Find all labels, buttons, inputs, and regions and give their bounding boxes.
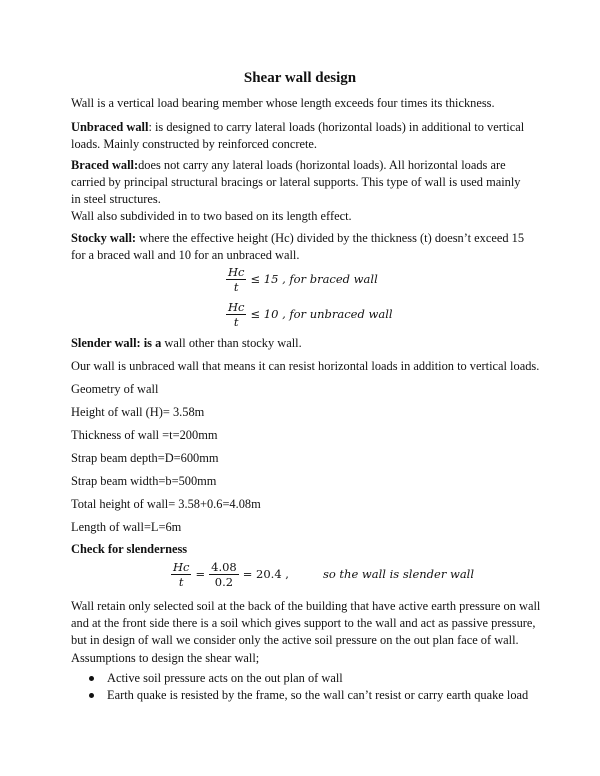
stocky-term: Stocky wall: (71, 231, 137, 245)
geometry-length: Length of wall=L=6m (71, 520, 182, 534)
slenderness-denominator-symbolic: t (178, 575, 184, 589)
equation-slenderness: $\frac{Hc}{t}$ = $\frac{4.08}{0.2}$ = 20.4 , so the wall is slender wall (173, 560, 475, 589)
equation-braced-numerator: Hc (228, 265, 245, 279)
assumptions-heading: Assumptions to design the shear wall; (71, 651, 260, 665)
geometry-thickness: Thickness of wall =t=200mm (71, 428, 218, 442)
unbraced-term: Unbraced wall (71, 120, 149, 134)
equation-unbraced-fraction (226, 300, 246, 329)
slenderness-fraction-symbolic (171, 560, 191, 589)
slenderness-fraction-numeric (209, 560, 239, 589)
slender-paragraph (71, 335, 531, 352)
geometry-height: Height of wall (H)= 3.58m (71, 405, 205, 419)
unbraced-paragraph (71, 119, 531, 153)
equation-braced (226, 265, 378, 294)
slender-text: wall other than stocky wall. (161, 336, 302, 350)
braced-text: does not carry any lateral loads (horizontal loads). All horizontal loads are carried by principal structural bracings or lateral supports. This type of wall is used mainly in steel structures. (71, 158, 521, 206)
equation-braced-rhs: ≤ 15 , for braced wall (250, 272, 378, 286)
equation-unbraced-rhs: ≤ 10 , for unbraced wall (250, 307, 393, 321)
slenderness-denominator-numeric: 0.2 (214, 575, 234, 589)
equation-braced-fraction (226, 265, 246, 294)
slenderness-conclusion: so the wall is slender wall (322, 567, 475, 581)
geometry-strap-width: Strap beam width=b=500mm (71, 474, 217, 488)
retain-paragraph: Wall retain only selected soil at the back of the building that have active earth pressure on wall and at the front side there is a soil which gives support to the wall and act as passive pressure, but in design of wall we consider only the active soil pressure on the out plan face of wall. (71, 599, 541, 647)
intro-paragraph: Wall is a vertical load bearing member whose length exceeds four times its thickness. (71, 96, 495, 110)
braced-paragraph (71, 157, 531, 208)
stocky-text: where the effective height (Hc) divided by the thickness (t) doesn’t exceed 15 for a braced wall and 10 for an unbraced wall. (71, 231, 525, 262)
assumptions-list (71, 670, 541, 704)
page-title: Shear wall design (243, 70, 357, 86)
equation-unbraced-denominator: t (233, 315, 239, 329)
equation-braced-denominator: t (233, 280, 239, 294)
slender-term: Slender wall: is a (71, 336, 162, 350)
braced-term: Braced wall: (71, 158, 139, 172)
geometry-strap-depth: Strap beam depth=D=600mm (71, 451, 219, 465)
list-item: Earth quake is resisted by the frame, so the wall can’t resist or carry earth quake load (71, 687, 541, 704)
geometry-total-height: Total height of wall= 3.58+0.6=4.08m (71, 497, 261, 511)
subdivided-paragraph: Wall also subdivided in to two based on its length effect. (71, 209, 352, 223)
slenderness-numerator-symbolic: Hc (173, 560, 190, 574)
slenderness-result: = 20.4 , (242, 567, 289, 581)
stocky-paragraph (71, 230, 531, 264)
geometry-heading: Geometry of wall (71, 382, 159, 396)
our-wall-paragraph: Our wall is unbraced wall that means it can resist horizontal loads in addition to vertical loads. (71, 359, 540, 373)
equation-unbraced-numerator: Hc (228, 300, 245, 314)
equation-unbraced (226, 300, 393, 329)
unbraced-text: : is designed to carry lateral loads (horizontal loads) in additional to vertical loads. Mainly constructed by reinforced concrete. (71, 120, 525, 151)
slenderness-numerator-numeric: 4.08 (211, 560, 237, 574)
list-item: Active soil pressure acts on the out plan of wall (71, 670, 541, 687)
slenderness-heading: Check for slenderness (71, 542, 188, 556)
